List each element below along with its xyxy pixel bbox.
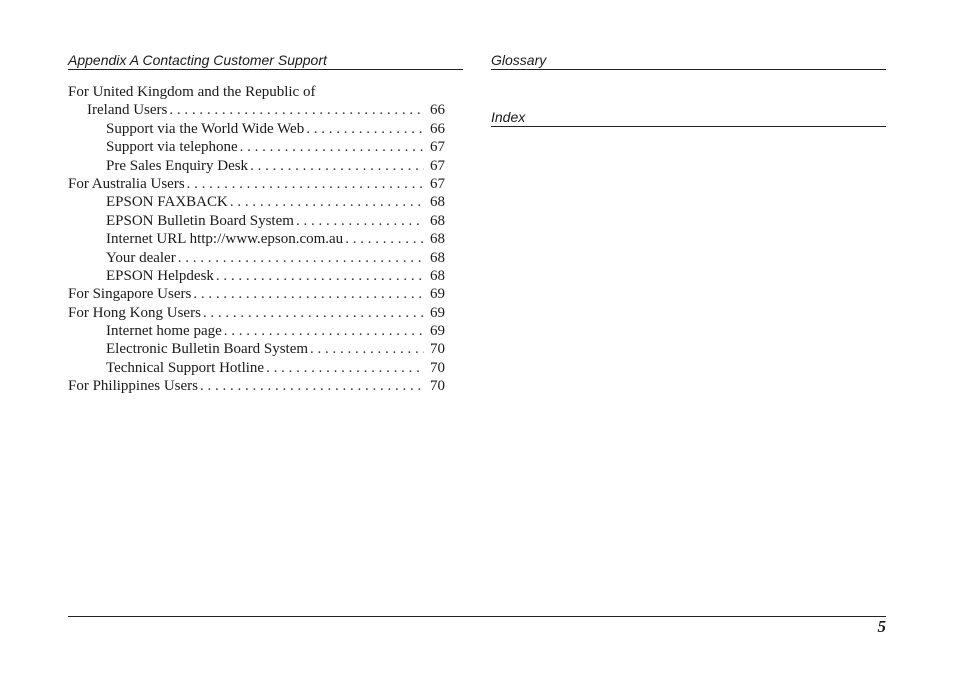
toc-entry <box>68 340 445 358</box>
section-heading-appendix-a: Appendix A Contacting Customer Support <box>68 48 463 70</box>
toc-entry <box>68 304 445 322</box>
toc-dot-leader <box>193 285 424 303</box>
section-heading-index: Index <box>491 105 886 127</box>
toc-entry <box>68 212 445 230</box>
toc-entry <box>68 138 445 156</box>
toc-entry-title: Technical Support Hotline <box>106 359 265 376</box>
toc-entry-title: Internet URL http://www.epson.com.au <box>106 231 344 248</box>
toc-dot-leader <box>230 193 424 211</box>
toc-entry-title: Electronic Bulletin Board System <box>106 341 309 358</box>
toc-entry-page: 69 <box>430 286 445 303</box>
toc-dot-leader <box>203 304 424 322</box>
toc-entry-title: For Singapore Users <box>68 286 192 303</box>
toc-entry-title: For Australia Users <box>68 175 185 192</box>
toc-entry-page: 67 <box>430 139 445 156</box>
toc-entry-page: 68 <box>430 249 445 266</box>
toc-entry-title: Pre Sales Enquiry Desk <box>106 157 249 174</box>
toc-entry-title: EPSON Helpdesk <box>106 267 214 284</box>
toc-dot-leader <box>345 230 424 248</box>
toc-dot-leader <box>187 175 424 193</box>
toc-entry-title: Support via telephone <box>106 139 238 156</box>
toc-dot-leader <box>250 157 424 175</box>
toc-entry-page: 67 <box>430 175 445 192</box>
section-heading-glossary: Glossary <box>491 48 886 70</box>
toc-entry-page: 69 <box>430 323 445 340</box>
footer-rule <box>68 616 886 617</box>
toc-entry-title: For United Kingdom and the Republic of <box>68 84 316 100</box>
toc-dot-leader <box>224 322 424 340</box>
toc-entry-page: 70 <box>430 378 445 395</box>
toc-entry <box>68 377 445 395</box>
toc-entry-page: 67 <box>430 157 445 174</box>
toc-right-column <box>491 48 886 127</box>
toc-left-column <box>68 48 463 396</box>
toc-dot-leader <box>178 249 424 267</box>
toc-dot-leader <box>310 340 424 358</box>
toc-entry <box>68 249 445 267</box>
toc-entry-page: 68 <box>430 194 445 211</box>
toc-dot-leader <box>216 267 424 285</box>
toc-entry <box>68 267 445 285</box>
toc-entry <box>68 101 445 119</box>
toc-entry <box>68 285 445 303</box>
toc-entry <box>68 359 445 377</box>
toc-entry <box>68 193 445 211</box>
toc-entry-title: Internet home page <box>106 323 222 340</box>
toc-entry <box>68 175 445 193</box>
toc-entry-title: Ireland Users <box>87 102 168 119</box>
toc-entry <box>68 157 445 175</box>
toc-entry-title: EPSON Bulletin Board System <box>106 212 294 229</box>
toc-entry-title: For Philippines Users <box>68 378 199 395</box>
toc-dot-leader <box>169 101 424 119</box>
toc-entry-page: 66 <box>430 102 445 119</box>
toc-entry-page: 69 <box>430 304 445 321</box>
toc-dot-leader <box>266 359 424 377</box>
toc-entry-title: Your dealer <box>106 249 176 266</box>
toc-dot-leader <box>240 138 424 156</box>
toc-entry-page: 66 <box>430 120 445 137</box>
toc-entry <box>68 83 445 101</box>
toc-entry <box>68 230 445 248</box>
toc-entry-page: 70 <box>430 341 445 358</box>
toc-entry-list <box>68 83 445 396</box>
toc-entry-title: For Hong Kong Users <box>68 304 201 321</box>
toc-entry <box>68 322 445 340</box>
toc-entry-page: 68 <box>430 267 445 284</box>
toc-entry-page: 70 <box>430 359 445 376</box>
toc-entry-title: Support via the World Wide Web <box>106 120 305 137</box>
page-number: 5 <box>877 617 886 636</box>
toc-dot-leader <box>200 377 424 395</box>
toc-entry-page: 68 <box>430 212 445 229</box>
toc-entry-page: 68 <box>430 231 445 248</box>
toc-entry <box>68 120 445 138</box>
toc-dot-leader <box>306 120 424 138</box>
toc-dot-leader <box>296 212 424 230</box>
toc-entry-title: EPSON FAXBACK <box>106 194 228 211</box>
